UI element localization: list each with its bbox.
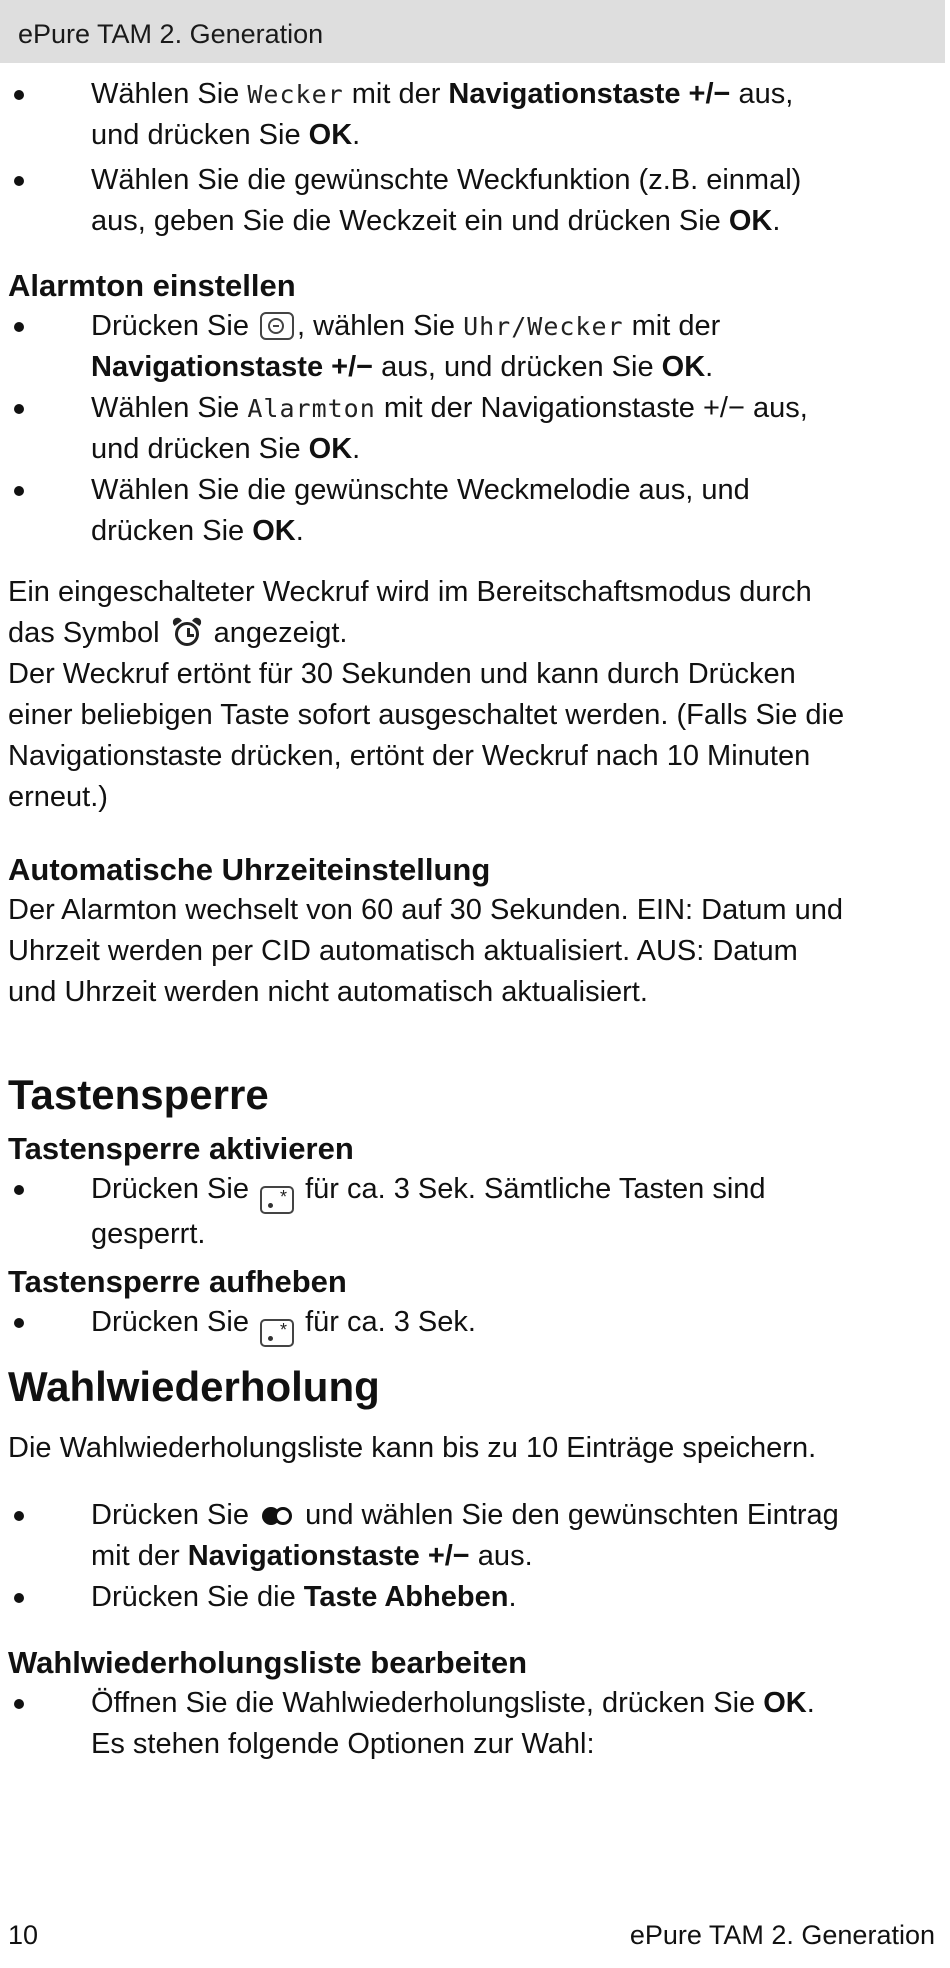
menu-key-icon (260, 312, 294, 340)
bullet-icon (14, 1318, 24, 1328)
bullet-icon (14, 404, 24, 414)
list-item: Wählen Sie die gewünschte Weckmelodie aus, und drücken Sie OK. (8, 470, 938, 552)
list-item: Wählen Sie Wecker mit der Navigationstaste +/− aus, und drücken Sie OK. (8, 74, 938, 156)
alarm-clock-icon (172, 618, 202, 648)
bullet-icon (14, 1511, 24, 1521)
list-item: Drücken Sie * für ca. 3 Sek. Sämtliche Tasten sind gesperrt. (8, 1169, 938, 1255)
chapter-heading: Wahlwiederholung (8, 1363, 380, 1410)
section-heading: Wahlwiederholungsliste bearbeiten (8, 1645, 528, 1680)
lcd-text-wecker: Wecker (247, 80, 344, 109)
list-item: Drücken Sie , wählen Sie Uhr/Wecker mit der Navigationstaste +/− aus, und drücken Sie OK. (8, 306, 938, 388)
bullet-icon (14, 322, 24, 332)
bullet-icon (14, 1185, 24, 1195)
section-heading: Tastensperre aufheben (8, 1264, 347, 1299)
bullet-icon (14, 1593, 24, 1603)
star-key-icon: * (260, 1319, 294, 1347)
section-heading: Alarmton einstellen (8, 268, 296, 303)
bullet-icon (14, 1699, 24, 1709)
redial-intro: Die Wahlwiederholungsliste kann bis zu 10 Einträge speichern. (8, 1432, 817, 1464)
lcd-text-alarmton: Alarmton (247, 394, 376, 423)
bullet-icon (14, 90, 24, 100)
list-item: Drücken Sie die Taste Abheben. (8, 1577, 938, 1618)
list-item: Öffnen Sie die Wahlwiederholungsliste, drücken Sie OK. Es stehen folgende Optionen zur Wahl: (8, 1683, 938, 1765)
star-key-icon: * (260, 1186, 294, 1214)
header-title: ePure TAM 2. Generation (18, 19, 324, 49)
info-paragraph: Ein eingeschalteter Weckruf wird im Bereitschaftsmodus durch das Symbol angezeigt. Der Weckruf ertönt für 30 Sekunden und kann durch Drücken einer beliebigen Taste sofort ausgeschaltet werden. (Falls Sie die Navigationstaste drücken, ertönt der Weckruf nach 10 Minuten erneut.) (8, 576, 845, 813)
bullet-icon (14, 176, 24, 186)
list-item: Wählen Sie die gewünschte Weckfunktion (z.B. einmal) aus, geben Sie die Weckzeit ein und drücken Sie OK. (8, 160, 938, 242)
lcd-text-uhr-wecker: Uhr/Wecker (463, 312, 624, 341)
page-content (8, 74, 938, 1765)
bullet-icon (14, 486, 24, 496)
chapter-heading: Tastensperre (8, 1071, 269, 1118)
section-heading: Automatische Uhrzeiteinstellung (8, 852, 491, 887)
auto-time-paragraph: Der Alarmton wechselt von 60 auf 30 Sekunden. EIN: Datum und Uhrzeit werden per CID automatisch aktualisiert. AUS: Datum und Uhrzeit werden nicht automatisch aktualisiert. (8, 894, 844, 1008)
page-number: 10 (8, 1920, 39, 1950)
section-heading: Tastensperre aktivieren (8, 1131, 354, 1166)
list-item: Drücken Sie und wählen Sie den gewünschten Eintrag mit der Navigationstaste +/− aus. (8, 1495, 938, 1577)
redial-key-icon (260, 1505, 294, 1527)
page-header (0, 0, 945, 63)
footer-title: ePure TAM 2. Generation (629, 1920, 935, 1950)
list-item: Drücken Sie * für ca. 3 Sek. (8, 1302, 938, 1347)
page-footer (0, 1920, 945, 1960)
list-item: Wählen Sie Alarmton mit der Navigationstaste +/− aus, und drücken Sie OK. (8, 388, 938, 470)
